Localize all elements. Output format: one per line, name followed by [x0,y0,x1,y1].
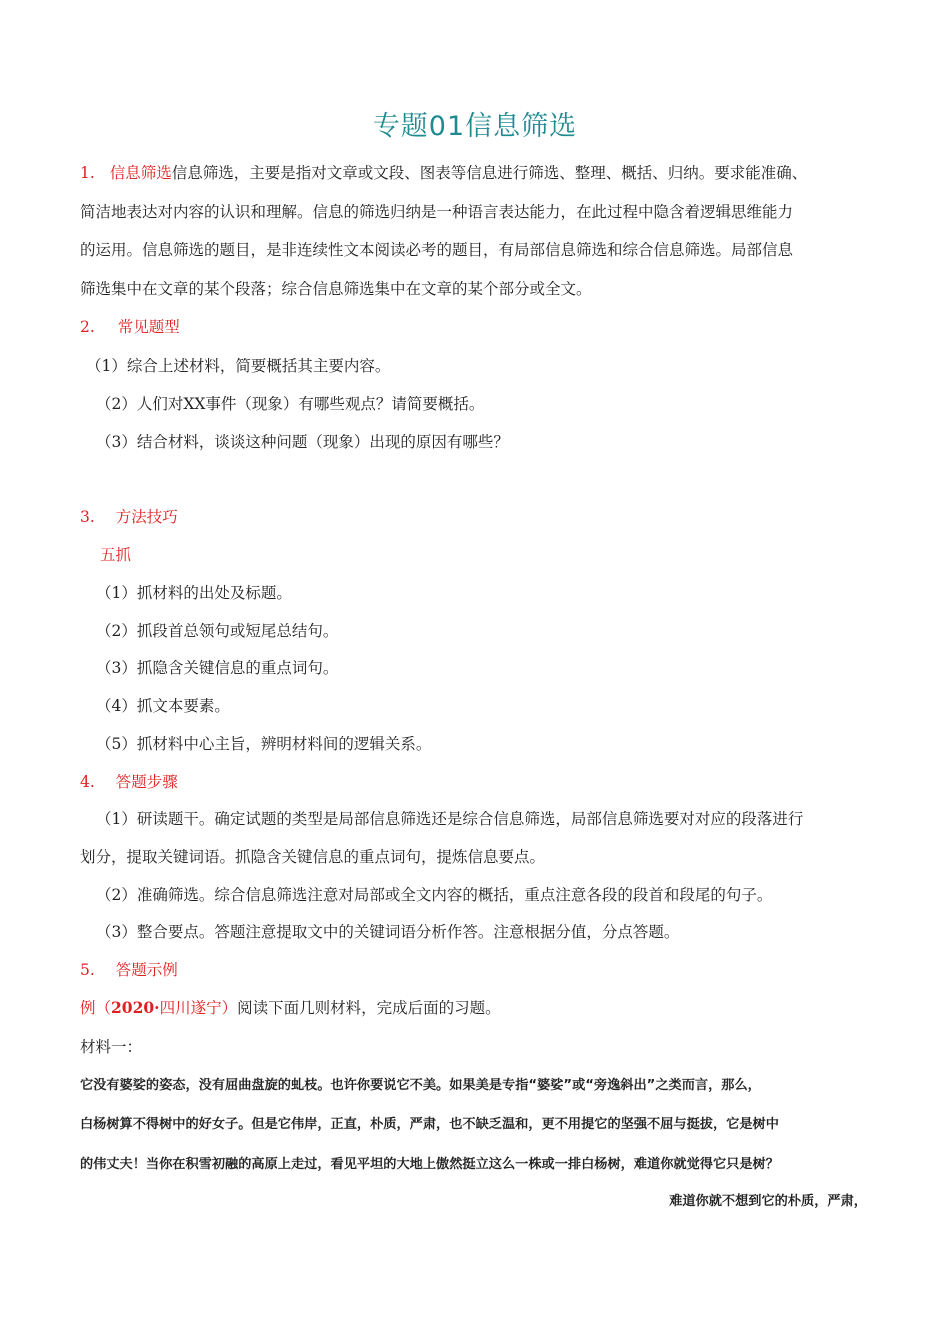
section1-number: 1. [80,164,95,182]
section2-item-2: （2）人们对XX事件（现象）有哪些观点？请简要概括。 [96,395,485,413]
section4-heading: 答题步骤 [115,773,178,791]
material-line-1: 它没有婆娑的姿态，没有屈曲盘旋的虬枝。也许你要说它不美。如果美是专指“婆娑”或“旁逸斜出”之类而言，那么， [80,1078,761,1093]
example-year: 2020 [111,998,155,1017]
section4-number: 4. [80,773,95,791]
section1-first-line [80,163,807,183]
section4-line-2: 划分，提取关键词语。抓隐含关键信息的重点词句，提炼信息要点。 [80,848,546,866]
example-instruction: 阅读下面几则材料，完成后面的习题。 [237,999,501,1017]
section2-item-3: （3）结合材料，谈谈这种问题（现象）出现的原因有哪些？ [96,433,509,451]
example-separator: · [154,998,160,1017]
section2-item-1: （1）综合上述材料，简要概括其主要内容。 [86,357,391,375]
section3-item-2: （2）抓段首总领句或短尾总结句。 [96,622,339,640]
section4-heading-line [80,772,178,792]
section5-number: 5. [80,961,95,979]
section1-heading: 信息筛选 [109,164,172,182]
section5-heading: 答题示例 [115,961,178,979]
section2-number: 2. [80,318,95,336]
material-line-4: 难道你就不想到它的朴质，严肃， [669,1194,867,1209]
section3-item-3: （3）抓隐含关键信息的重点词句。 [96,659,339,677]
section4-line-4: （3）整合要点。答题注意提取文中的关键词语分析作答。注意根据分值，分点答题。 [96,923,680,941]
section1-line-2: 简洁地表达对内容的认识和理解。信息的筛选归纳是一种语言表达能力，在此过程中隐含着逻辑思维能力 [80,203,794,221]
example-place: 四川遂宁） [159,999,238,1017]
material-label: 材料一： [80,1038,143,1056]
section2-heading: 常见题型 [117,318,180,336]
material-line-2: 白杨树算不得树中的好女子。但是它伟岸，正直，朴质，严肃，也不缺乏温和，更不用提它的坚强不屈与挺拔，它是树中 [80,1117,779,1132]
section5-heading-line [80,960,178,980]
example-line [80,998,501,1018]
section2-heading-line [80,317,180,337]
material-line-3: 的伟丈夫！当你在积雪初融的高原上走过，看见平坦的大地上傲然挺立这么一株或一排白杨树，难道你就觉得它只是树？ [80,1157,779,1172]
section1-line-1: 信息筛选，主要是指对文章或文段、图表等信息进行筛选、整理、概括、归纳。要求能准确、 [171,164,808,182]
section3-heading: 方法技巧 [115,508,178,526]
section1-line-4: 筛选集中在文章的某个段落；综合信息筛选集中在文章的某个部分或全文。 [80,280,592,298]
section1-line-3: 的运用。信息筛选的题目，是非连续性文本阅读必考的题目，有局部信息筛选和综合信息筛选。局部信息 [80,241,794,259]
example-prefix: 例（ [80,999,112,1017]
section4-line-1: （1）研读题干。确定试题的类型是局部信息筛选还是综合信息筛选，局部信息筛选要对对应的段落进行 [96,810,804,828]
section3-number: 3. [80,508,95,526]
page-title: 专题01信息筛选 [372,111,578,142]
section3-heading-line [80,507,178,527]
section3-item-4: （4）抓文本要素。 [96,697,230,715]
section3-item-5: （5）抓材料中心主旨，辨明材料间的逻辑关系。 [96,735,432,753]
section3-subheading: 五抓 [100,546,132,564]
section3-item-1: （1）抓材料的出处及标题。 [96,584,292,602]
section4-line-3: （2）准确筛选。综合信息筛选注意对局部或全文内容的概括，重点注意各段的段首和段尾的句子。 [96,886,773,904]
